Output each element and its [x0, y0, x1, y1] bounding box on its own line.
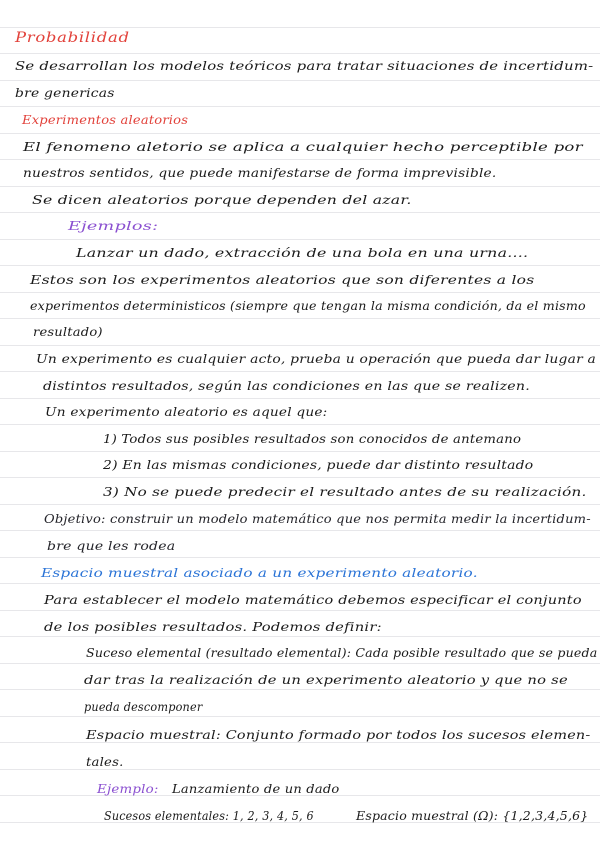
paragraph-3-line-1: Un experimento es cualquier acto, prueba u operación que pueda dar lugar a	[36, 351, 597, 366]
definition-2-line-1: Espacio muestral: Conjunto formado por todos los sucesos elemen-	[86, 727, 591, 742]
condition-item-2: 2) En las mismas condiciones, puede dar distinto resultado	[103, 457, 534, 472]
paragraph-3-line-2: distintos resultados, según las condiciones en las que se realizen.	[43, 378, 530, 393]
definition-2-line-2: tales.	[86, 754, 124, 769]
paragraph-2-line-1: Estos son los experimentos aleatorios que son diferentes a los	[30, 272, 535, 287]
condition-item-3: 3) No se puede predecir el resultado antes de su realización.	[103, 484, 587, 499]
section-heading-experimentos: Experimentos aleatorios	[22, 112, 189, 127]
condition-item-1: 1) Todos sus posibles resultados son conocidos de antemano	[103, 431, 522, 446]
intro-line-1: Se desarrollan los modelos teóricos para tratar situaciones de incertidum-	[15, 58, 594, 73]
page-title: Probabilidad	[15, 30, 130, 46]
paragraph-1-line-3: Se dicen aleatorios porque dependen del azar.	[32, 192, 412, 207]
paragraph-2-line-2: experimentos deterministicos (siempre que tengan la misma condición, da el mismo	[30, 298, 586, 313]
section-heading-espacio-muestral: Espacio muestral asociado a un experimento aleatorio.	[41, 565, 478, 580]
definition-1-line-3: pueda descomponer	[84, 699, 203, 714]
paragraph-5-line-1: Para establecer el modelo matemático debemos especificar el conjunto	[44, 592, 582, 607]
sample-space-line: Espacio muestral (Ω): {1,2,3,4,5,6}	[356, 808, 589, 823]
paragraph-1-line-1: El fenomeno aletorio se aplica a cualquier hecho perceptible por	[23, 139, 583, 154]
example-label: Ejemplo:	[97, 781, 159, 796]
example-text: Lanzamiento de un dado	[172, 781, 340, 796]
examples-text: Lanzar un dado, extracción de una bola en una urna....	[76, 245, 529, 260]
paragraph-2-line-3: resultado)	[33, 324, 103, 339]
paragraph-5-line-2: de los posibles resultados. Podemos definir:	[44, 619, 382, 634]
definition-1-line-1: Suceso elemental (resultado elemental): Cada posible resultado que se pueda	[86, 645, 598, 660]
objective-line-1: Objetivo: construir un modelo matemático que nos permita medir la incertidum-	[44, 511, 591, 526]
elementary-events-line: Sucesos elementales: 1, 2, 3, 4, 5, 6	[104, 808, 314, 823]
paragraph-4-intro: Un experimento aleatorio es aquel que:	[45, 404, 328, 419]
paragraph-1-line-2: nuestros sentidos, que puede manifestarse de forma imprevisible.	[23, 165, 497, 180]
intro-line-2: bre genericas	[15, 85, 115, 100]
objective-line-2: bre que les rodea	[47, 538, 176, 553]
examples-label: Ejemplos:	[68, 218, 159, 233]
definition-1-line-2: dar tras la realización de un experimento aleatorio y que no se	[84, 672, 568, 687]
